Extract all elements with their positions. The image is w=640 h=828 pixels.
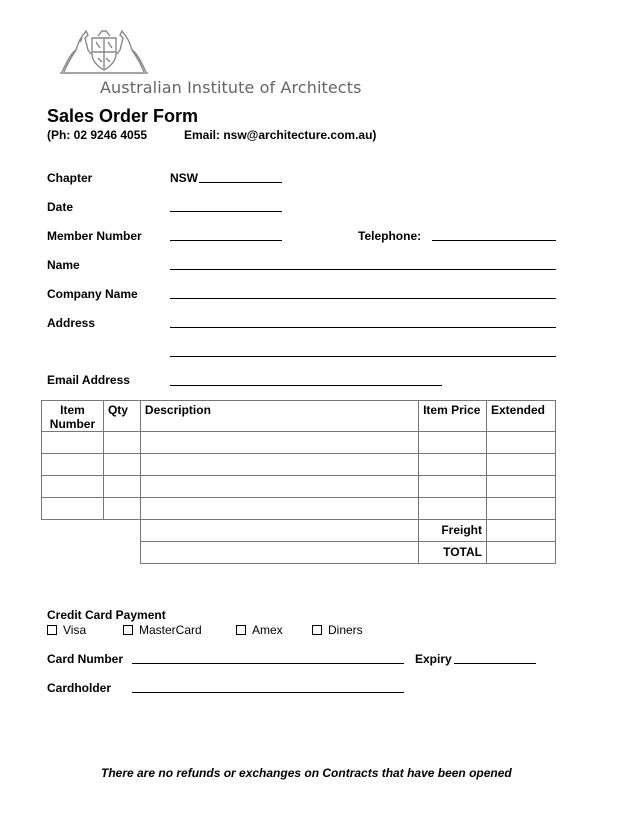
col-extended: Extended bbox=[486, 401, 555, 432]
date-label: Date bbox=[47, 200, 74, 214]
cell-input[interactable] bbox=[140, 432, 418, 454]
table-row bbox=[42, 432, 556, 454]
address-field-line-2[interactable] bbox=[170, 356, 556, 357]
card-number-field[interactable] bbox=[132, 663, 404, 664]
date-field[interactable] bbox=[170, 211, 282, 212]
checkbox-icon[interactable] bbox=[312, 625, 322, 635]
cell-input[interactable] bbox=[140, 454, 418, 476]
page-title: Sales Order Form bbox=[47, 106, 199, 126]
contact-email: Email: nsw@architecture.com.au) bbox=[184, 128, 377, 142]
cell-input[interactable] bbox=[419, 454, 487, 476]
cell-input[interactable] bbox=[140, 476, 418, 498]
freight-row bbox=[42, 520, 556, 542]
address-field-line-1[interactable] bbox=[170, 327, 556, 328]
total-row bbox=[42, 542, 556, 564]
col-qty: Qty bbox=[103, 401, 140, 432]
cell-input[interactable] bbox=[42, 432, 104, 454]
amex-option[interactable] bbox=[236, 623, 283, 637]
order-items-table bbox=[41, 400, 556, 564]
telephone-field[interactable] bbox=[432, 240, 556, 241]
cell-input[interactable] bbox=[103, 476, 140, 498]
chapter-field[interactable] bbox=[199, 182, 282, 183]
total-amount[interactable] bbox=[486, 542, 555, 564]
cell-input[interactable] bbox=[419, 476, 487, 498]
cell-input[interactable] bbox=[419, 432, 487, 454]
company-name-label: Company Name bbox=[47, 287, 138, 301]
email-address-field[interactable] bbox=[170, 385, 442, 386]
visa-option[interactable] bbox=[47, 623, 86, 637]
checkbox-icon[interactable] bbox=[123, 625, 133, 635]
expiry-field[interactable] bbox=[454, 663, 536, 664]
checkbox-icon[interactable] bbox=[47, 625, 57, 635]
freight-amount[interactable] bbox=[486, 520, 555, 542]
card-number-label: Card Number bbox=[47, 652, 124, 666]
member-number-label: Member Number bbox=[47, 229, 142, 243]
cell-input[interactable] bbox=[42, 454, 104, 476]
table-header-row bbox=[42, 401, 556, 432]
credit-card-heading: Credit Card Payment bbox=[47, 608, 166, 622]
checkbox-icon[interactable] bbox=[236, 625, 246, 635]
amex-label: Amex bbox=[252, 623, 283, 637]
cardholder-field[interactable] bbox=[132, 692, 404, 693]
table-row bbox=[42, 454, 556, 476]
cell-input[interactable] bbox=[419, 498, 487, 520]
table-row bbox=[42, 498, 556, 520]
total-label: TOTAL bbox=[419, 542, 487, 564]
diners-label: Diners bbox=[328, 623, 363, 637]
cardholder-label: Cardholder bbox=[47, 681, 112, 695]
cell-input[interactable] bbox=[486, 454, 555, 476]
cell-input[interactable] bbox=[140, 498, 418, 520]
cell-input[interactable] bbox=[103, 454, 140, 476]
col-item-number: Item Number bbox=[42, 401, 104, 432]
visa-label: Visa bbox=[63, 623, 87, 637]
cell-input[interactable] bbox=[42, 498, 104, 520]
cell-input[interactable] bbox=[103, 498, 140, 520]
col-item-price: Item Price bbox=[419, 401, 487, 432]
name-field[interactable] bbox=[170, 269, 556, 270]
telephone-label: Telephone: bbox=[358, 229, 422, 243]
cell-input[interactable] bbox=[486, 432, 555, 454]
mastercard-label: MasterCard bbox=[139, 623, 202, 637]
company-name-field[interactable] bbox=[170, 298, 556, 299]
cell-input[interactable] bbox=[486, 476, 555, 498]
expiry-label: Expiry bbox=[415, 652, 452, 666]
cell-input[interactable] bbox=[103, 432, 140, 454]
member-number-field[interactable] bbox=[170, 240, 282, 241]
chapter-prefix: NSW bbox=[170, 171, 198, 185]
contact-phone: (Ph: 02 9246 4055 bbox=[47, 128, 148, 142]
cell-input[interactable] bbox=[486, 498, 555, 520]
name-label: Name bbox=[47, 258, 80, 272]
refund-notice: There are no refunds or exchanges on Contracts that have been opened bbox=[101, 766, 512, 780]
org-name: Australian Institute of Architects bbox=[100, 78, 362, 97]
email-address-label: Email Address bbox=[47, 373, 130, 387]
table-row bbox=[42, 476, 556, 498]
col-description: Description bbox=[140, 401, 418, 432]
institute-logo bbox=[58, 28, 150, 76]
diners-option[interactable] bbox=[312, 623, 363, 637]
cell-input[interactable] bbox=[42, 476, 104, 498]
address-label: Address bbox=[47, 316, 96, 330]
freight-label: Freight bbox=[419, 520, 487, 542]
chapter-label: Chapter bbox=[47, 171, 93, 185]
mastercard-option[interactable] bbox=[123, 623, 202, 637]
